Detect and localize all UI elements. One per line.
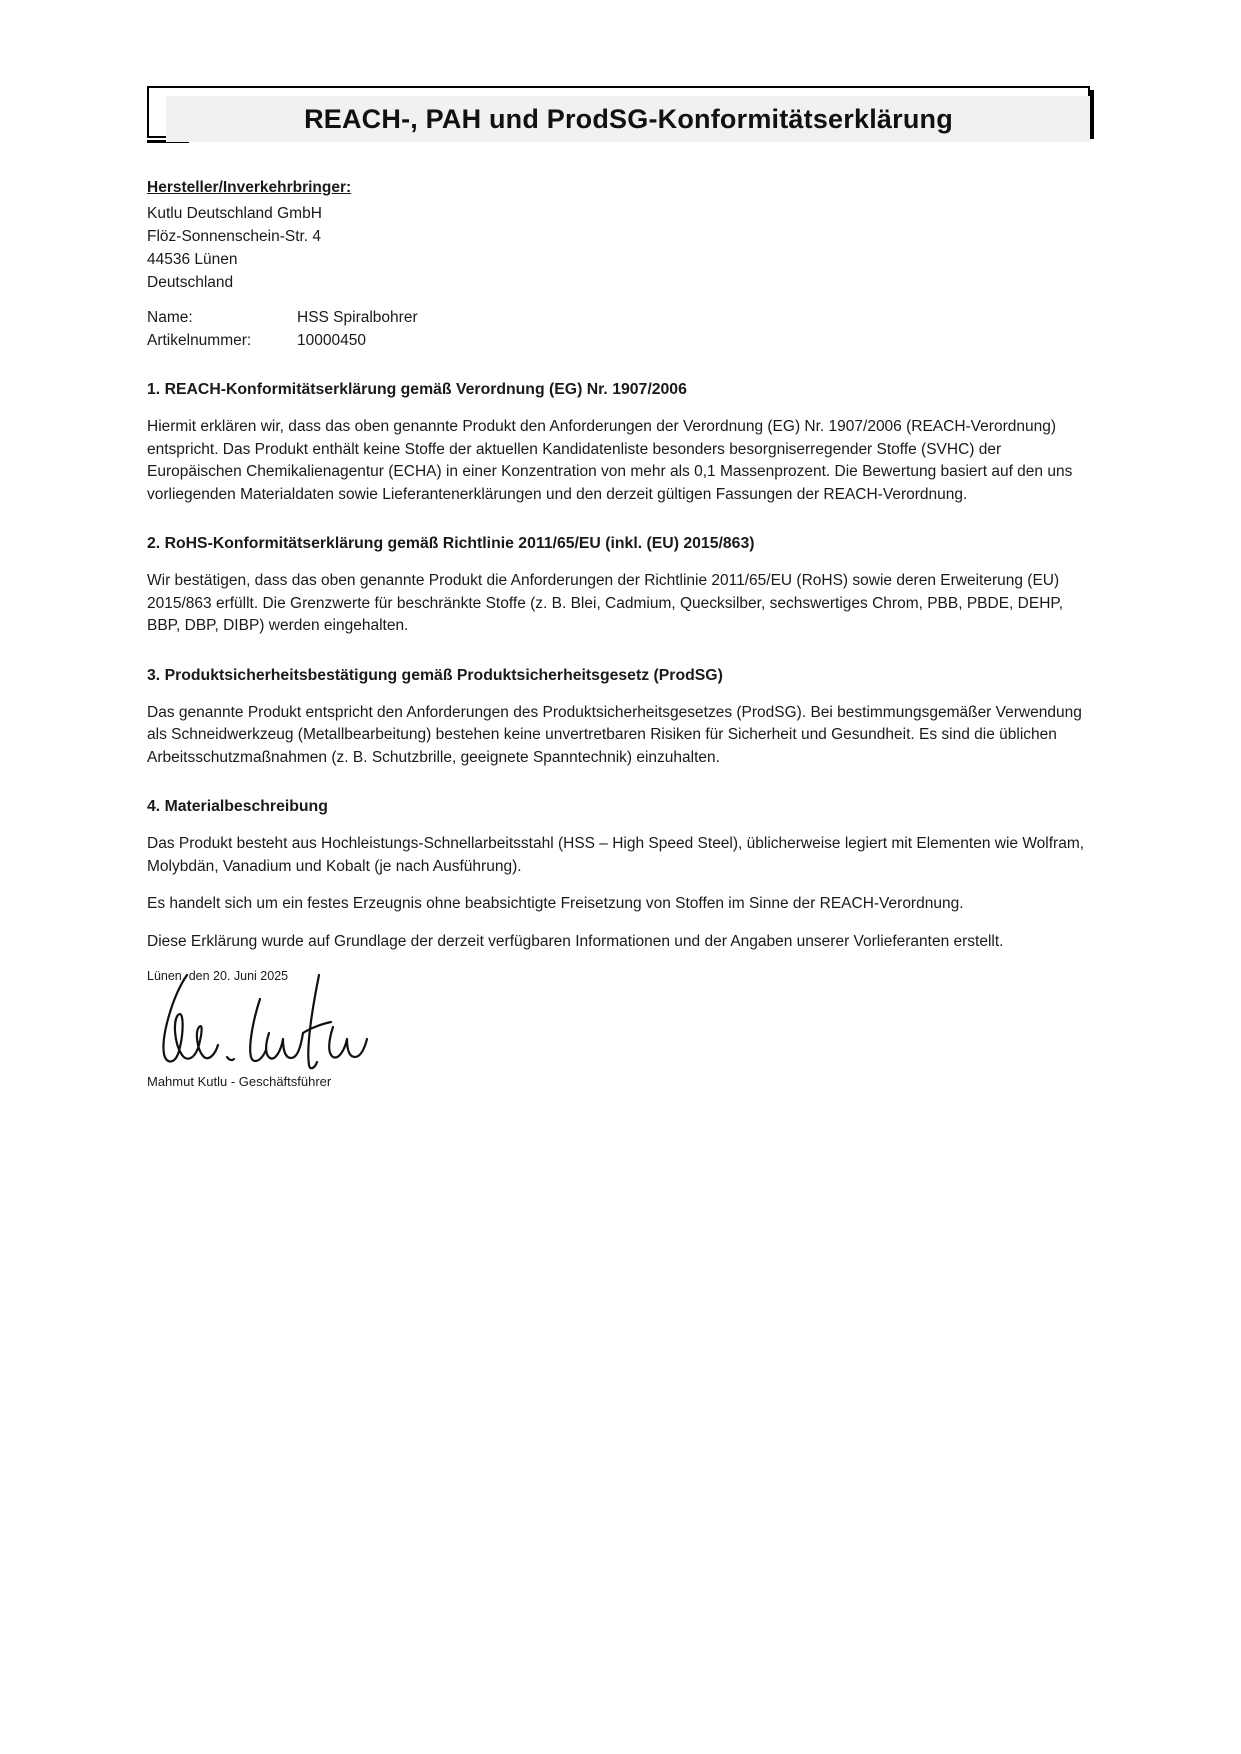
product-name-row [147, 306, 1090, 329]
manufacturer-city: 44536 Lünen [147, 251, 238, 268]
section-reach-heading: 1. REACH-Konformitätserklärung gemäß Verordnung (EG) Nr. 1907/2006 [147, 381, 687, 398]
section-rohs-body: Wir bestätigen, dass das oben genannte Produkt die Anforderungen der Richtlinie 2011/65/EU (RoHS) sowie deren Erweiterung (EU) 2015/863 erfüllt. Die Grenzwerte für beschränkte Stoffe (z. B. Blei, Cadmium, Quecksilber, sechswertiges Chrom, PBB, PBDE, DEHP, BBP, DBP, DIBP) werden eingehalten. [147, 572, 1064, 634]
section-prodsg [147, 665, 1090, 770]
signer-name-line: Mahmut Kutlu - Geschäftsführer [147, 1074, 332, 1089]
page-title: REACH-, PAH und ProdSG-Konformitätserklärung [166, 96, 1091, 142]
closing-paragraph-basis: Diese Erklärung wurde auf Grundlage der derzeit verfügbaren Informationen und der Angaben unserer Vorlieferanten erstellt. [147, 932, 1004, 950]
manufacturer-block [147, 176, 1090, 294]
manufacturer-heading: Hersteller/Inverkehrbringer: [147, 179, 352, 196]
manufacturer-country: Deutschland [147, 274, 234, 291]
section-reach [147, 379, 1090, 506]
closing-paragraph-solid-article: Es handelt sich um ein festes Erzeugnis ohne beabsichtigte Freisetzung von Stoffen im Sinne der REACH-Verordnung. [147, 895, 964, 912]
article-number-row [147, 329, 1090, 352]
product-block [147, 306, 1090, 352]
section-prodsg-body: Das genannte Produkt entspricht den Anforderungen des Produktsicherheitsgesetzes (ProdSG). Bei bestimmungsgemäßer Verwendung als Schneidwerkzeug (Metallbearbeitung) bestehen keine unvertretbaren Risiken für Sicherheit und Gesundheit. Es sind die üblichen Arbeitsschutzmaßnahmen (z. B. Schutzbrille, geeignete Spanntechnik) einzuhalten. [147, 703, 1082, 766]
handwritten-signature-image [157, 971, 372, 1071]
place-date-line: Lünen, den 20. Juni 2025 [147, 969, 289, 983]
manufacturer-company: Kutlu Deutschland GmbH [147, 205, 322, 222]
signature-block [147, 968, 1090, 1091]
section-material-heading: 4. Materialbeschreibung [147, 798, 328, 815]
section-material-body: Das Produkt besteht aus Hochleistungs-Schnellarbeitsstahl (HSS – High Speed Steel), üblicherweise legiert mit Elementen wie Wolfram, Molybdän, Vanadium und Kobalt (je nach Ausführung). [147, 835, 1085, 875]
title-box [147, 86, 1090, 138]
section-prodsg-heading: 3. Produktsicherheitsbestätigung gemäß Produktsicherheitsgesetz (ProdSG) [147, 666, 723, 684]
closing-paragraphs [147, 893, 1090, 953]
article-number-value: 10000450 [297, 332, 366, 349]
section-material [147, 796, 1090, 878]
product-name-value: HSS Spiralbohrer [297, 309, 418, 326]
article-number-label: Artikelnummer: [147, 332, 252, 349]
manufacturer-street: Flöz-Sonnenschein-Str. 4 [147, 228, 322, 245]
product-name-label: Name: [147, 309, 193, 326]
section-rohs [147, 533, 1090, 638]
section-reach-body: Hiermit erklären wir, dass das oben genannte Produkt den Anforderungen der Verordnung (EG) Nr. 1907/2006 (REACH-Verordnung) entspricht. Das Produkt enthält keine Stoffe der aktuellen Kandidatenliste besonders besorgniserregender Stoffe (SVHC) der Europäischen Chemikalienagentur (ECHA) in einer Konzentration von mehr als 0,1 Massenprozent. Die Bewertung basiert auf den uns vorliegenden Materialdaten sowie Lieferantenerklärungen und den derzeit gültigen Fassungen der REACH-Verordnung. [147, 418, 1073, 503]
section-rohs-heading: 2. RoHS-Konformitätserklärung gemäß Richtlinie 2011/65/EU (inkl. (EU) 2015/863) [147, 535, 755, 552]
